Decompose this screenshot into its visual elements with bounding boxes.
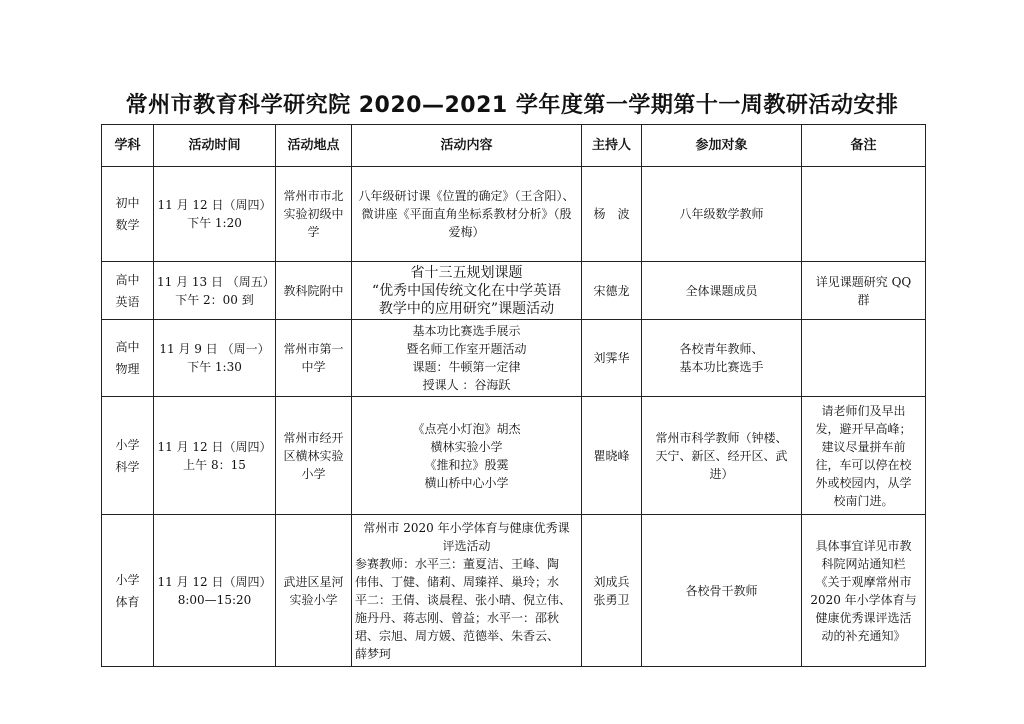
subject-cell [102, 320, 154, 397]
place-cell-line: 实验小学 [289, 592, 338, 607]
audience-cell-line: 基本功比赛选手 [679, 360, 764, 374]
header-subject: 学科 [102, 125, 154, 167]
host-cell-line: 张勇卫 [593, 592, 630, 607]
content-cell-line: 伟伟、丁健、储莉、周臻祥、巢玲；水 [355, 574, 560, 589]
time-cell-line: 11 月 12 日（周四） [157, 439, 272, 454]
content-cell-line: 微讲座《平面直角坐标系教材分析》（殷 [361, 207, 572, 221]
audience-cell [642, 262, 802, 320]
note-cell-line: 校南门进。 [833, 493, 894, 508]
subject-cell-line: 英语 [115, 294, 140, 309]
host-cell [582, 397, 642, 515]
subject-cell [102, 262, 154, 320]
place-cell-line: 中学 [301, 360, 326, 374]
audience-cell-line: 进） [709, 466, 734, 481]
note-cell [802, 515, 926, 667]
time-cell [154, 515, 276, 667]
subject-cell-line: 科学 [115, 459, 140, 474]
content-cell-line: 《推和拉》殷霙 [424, 457, 509, 472]
note-cell-line: 往，车可以停在校 [815, 457, 912, 472]
audience-cell-line: 天宁、新区、经开区、武 [655, 448, 788, 463]
place-cell-line: 常州市经开 [283, 430, 344, 445]
note-cell [802, 167, 926, 262]
content-cell-line: 授课人 ：谷海跃 [422, 378, 511, 392]
time-cell [154, 320, 276, 397]
place-cell-line: 教科院附中 [283, 283, 344, 298]
time-cell-line: 11 月 12 日（周四） [157, 198, 272, 212]
content-cell-line: 施丹丹、蒋志刚、曾益；水平一：邵秋 [355, 610, 560, 625]
content-cell-line: 省十三五规划课题 [410, 264, 523, 281]
note-cell-line: 《关于观摩常州市 [815, 574, 912, 589]
content-cell-line: 暨名师工作室开题活动 [406, 342, 527, 356]
time-cell [154, 397, 276, 515]
table-row [102, 167, 926, 262]
audience-cell-line: 常州市科学教师（钟楼、 [655, 430, 788, 445]
subject-cell-line: 数学 [115, 218, 140, 232]
header-content: 活动内容 [352, 125, 582, 167]
place-cell [276, 320, 352, 397]
time-cell-line: 下午 1:20 [187, 216, 242, 230]
subject-cell-line: 高中 [115, 272, 140, 287]
place-cell-line: 常州市第一 [283, 342, 344, 356]
place-cell [276, 262, 352, 320]
host-cell-line: 杨 波 [593, 207, 630, 221]
subject-cell-line: 小学 [115, 572, 140, 587]
host-cell-line: 刘霁华 [593, 351, 630, 365]
subject-cell-line: 小学 [115, 437, 140, 452]
host-cell-line: 瞿晓峰 [593, 448, 630, 463]
page-title: 常州市教育科学研究院 2020—2021 学年度第一学期第十一周教研活动安排 [125, 93, 899, 118]
audience-cell [642, 397, 802, 515]
content-cell-line: 常州市 2020 年小学体育与健康优秀课 [363, 520, 570, 535]
note-cell-line: 发，避开早高峰； [815, 421, 912, 436]
audience-cell-line: 八年级数学教师 [679, 207, 764, 221]
note-cell-line: 请老师们及早出 [821, 403, 906, 418]
time-cell-line: 下午 2：00 到 [175, 292, 254, 307]
time-cell-line: 11 月 13 日 （周五） [157, 274, 275, 289]
place-cell-line: 学 [307, 225, 320, 239]
host-cell-line: 宋德龙 [593, 283, 630, 298]
note-cell [802, 320, 926, 397]
header-audience: 参加对象 [642, 125, 802, 167]
note-cell [802, 262, 926, 320]
content-cell-line: 薛梦珂 [355, 646, 392, 661]
place-cell [276, 397, 352, 515]
note-cell-line: 详见课题研究 QQ [815, 274, 912, 289]
table-row [102, 397, 926, 515]
content-cell-line: 爱梅） [448, 225, 485, 239]
host-cell [582, 515, 642, 667]
time-cell [154, 167, 276, 262]
place-cell-line: 武进区星河 [283, 574, 344, 589]
content-cell [352, 515, 582, 667]
note-cell-line: 健康优秀课评选活 [815, 610, 912, 625]
subject-cell-line: 体育 [115, 594, 140, 609]
place-cell-line: 区横林实验 [283, 448, 344, 463]
place-cell [276, 167, 352, 262]
audience-cell-line: 全体课题成员 [685, 283, 758, 298]
content-cell [352, 320, 582, 397]
audience-cell [642, 320, 802, 397]
content-cell-line: “优秀中国传统文化在中学英语 [371, 282, 562, 299]
content-cell-line: 珺、宗旭、周方媛、范德举、朱香云、 [355, 628, 560, 643]
place-cell-line: 小学 [301, 466, 326, 481]
subject-cell-line: 物理 [115, 362, 140, 376]
subject-cell-line: 高中 [115, 340, 140, 354]
content-cell-line: 基本功比赛选手展示 [412, 324, 521, 338]
note-cell-line: 2020 年小学体育与 [810, 592, 917, 607]
note-cell [802, 397, 926, 515]
content-cell-line: 横山桥中心小学 [424, 475, 509, 490]
time-cell-line: 11 月 12 日（周四） [157, 574, 272, 589]
time-cell-line: 上午 8：15 [183, 457, 246, 472]
note-cell-line: 科院网站通知栏 [821, 556, 906, 571]
content-cell-line: 《点亮小灯泡》胡杰 [412, 421, 521, 436]
host-cell [582, 320, 642, 397]
header-row [102, 125, 926, 167]
note-cell-line: 群 [857, 292, 870, 307]
header-note: 备注 [802, 125, 926, 167]
content-cell-line: 八年级研讨课《位置的确定》（王含阳）、 [358, 189, 575, 203]
time-cell [154, 262, 276, 320]
content-cell-line: 平二：王倩、谈晨程、张小晴、倪立伟、 [355, 592, 572, 607]
header-host: 主持人 [582, 125, 642, 167]
content-cell-line: 教学中的应用研究”课题活动 [378, 300, 555, 317]
note-cell-line: 外或校园内，从学 [815, 475, 912, 490]
table-row [102, 515, 926, 667]
content-cell [352, 262, 582, 320]
time-cell-line: 11 月 9 日 （周一） [159, 342, 270, 356]
note-cell-line: 动的补充通知》 [821, 628, 906, 643]
note-cell-line: 建议尽量拼车前 [821, 439, 906, 454]
subject-cell [102, 167, 154, 262]
content-cell [352, 397, 582, 515]
content-cell [352, 167, 582, 262]
time-cell-line: 下午 1:30 [187, 360, 242, 374]
subject-cell [102, 515, 154, 667]
note-cell-line: 具体事宜详见市教 [815, 538, 912, 553]
table-row [102, 262, 926, 320]
place-cell-line: 常州市市北 [283, 189, 344, 203]
audience-cell [642, 515, 802, 667]
schedule-table [101, 124, 926, 667]
header-place: 活动地点 [276, 125, 352, 167]
host-cell [582, 262, 642, 320]
subject-cell-line: 初中 [115, 196, 140, 210]
time-cell-line: 8:00—15:20 [177, 592, 252, 607]
place-cell [276, 515, 352, 667]
audience-cell [642, 167, 802, 262]
audience-cell-line: 各校青年教师、 [679, 342, 764, 356]
content-cell-line: 横林实验小学 [430, 439, 503, 454]
subject-cell [102, 397, 154, 515]
host-cell [582, 167, 642, 262]
audience-cell-line: 各校骨干教师 [685, 583, 758, 598]
table-row [102, 320, 926, 397]
host-cell-line: 刘成兵 [593, 574, 630, 589]
content-cell-line: 评选活动 [442, 538, 491, 553]
header-time: 活动时间 [154, 125, 276, 167]
place-cell-line: 实验初级中 [283, 207, 344, 221]
content-cell-line: 课题：牛顿第一定律 [412, 360, 521, 374]
content-cell-line: 参赛教师：水平三：董夏洁、王峰、陶 [355, 556, 560, 571]
